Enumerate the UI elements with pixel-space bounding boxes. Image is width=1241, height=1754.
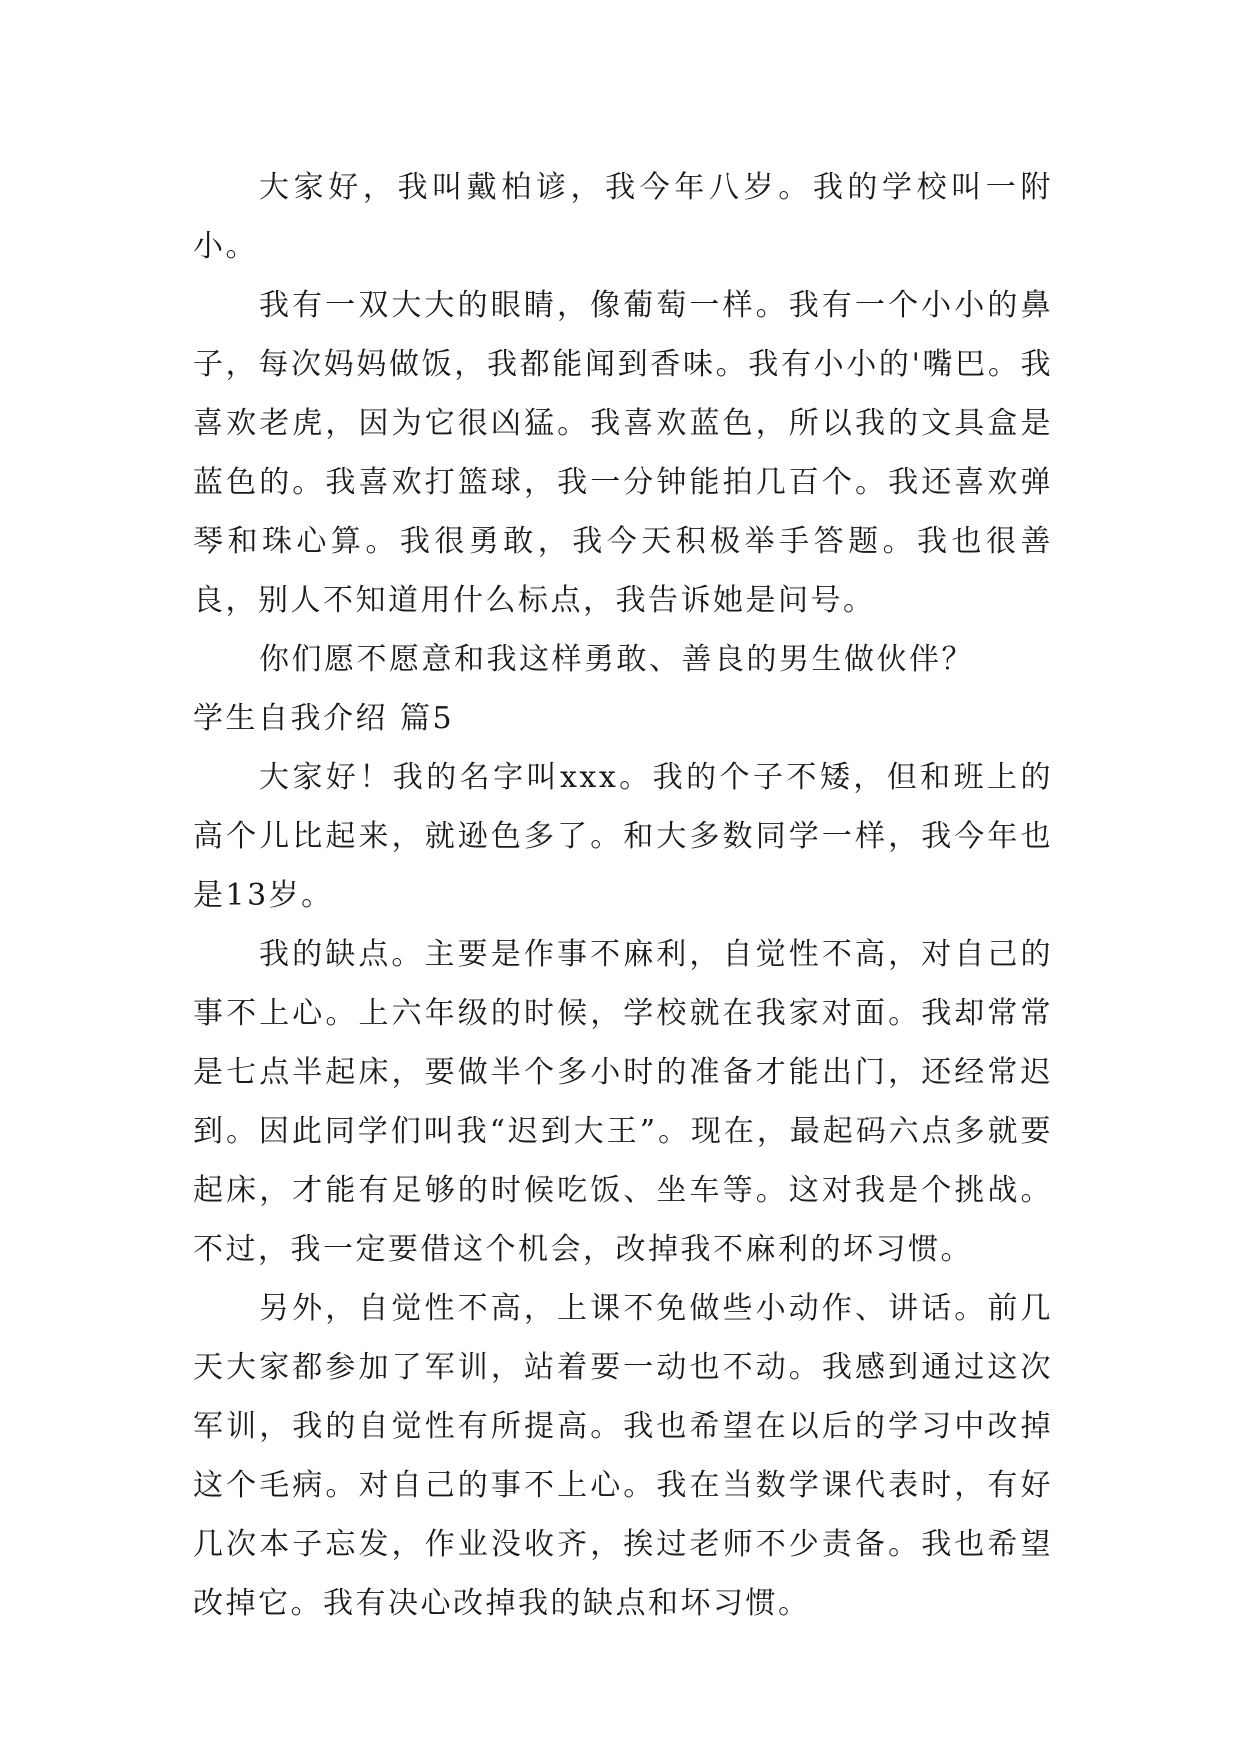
paragraph-greeting: 大家好，我叫戴柏谚，我今年八岁。我的学校叫一附小。	[193, 170, 1053, 264]
paragraph-introduction: 大家好！我的名字叫xxx。我的个子不矮，但和班上的高个儿比起来，就逊色多了。和大多数同学一样，我今年也是13岁。	[193, 760, 1053, 913]
document-body	[193, 158, 1053, 1633]
paragraph-self-description: 我有一双大大的眼睛，像葡萄一样。我有一个小小的鼻子，每次妈妈做饭，我都能闻到香味。我有小小的'嘴巴。我喜欢老虎，因为它很凶猛。我喜欢蓝色，所以我的文具盒是蓝色的。我喜欢打篮球，我一分钟能拍几百个。我还喜欢弹琴和珠心算。我很勇敢，我今天积极举手答题。我也很善良，别人不知道用什么标点，我告诉她是问号。	[193, 288, 1053, 618]
paragraph-invitation: 你们愿不愿意和我这样勇敢、善良的男生做伙伴？	[259, 642, 974, 677]
paragraph-improvement: 另外，自觉性不高，上课不免做些小动作、讲话。前几天大家都参加了军训，站着要一动也不动。我感到通过这次军训，我的自觉性有所提高。我也希望在以后的学习中改掉这个毛病。对自己的事不上心。我在当数学课代表时，有好几次本子忘发，作业没收齐，挨过老师不少责备。我也希望改掉它。我有决心改掉我的缺点和坏习惯。	[193, 1291, 1053, 1621]
section-heading: 学生自我介绍 篇5	[193, 701, 455, 736]
paragraph-shortcomings: 我的缺点。主要是作事不麻利，自觉性不高，对自己的事不上心。上六年级的时候，学校就在我家对面。我却常常是七点半起床，要做半个多小时的准备才能出门，还经常迟到。因此同学们叫我“迟到大王”。现在，最起码六点多就要起床，才能有足够的时候吃饭、坐车等。这对我是个挑战。不过，我一定要借这个机会，改掉我不麻利的坏习惯。	[193, 937, 1053, 1267]
